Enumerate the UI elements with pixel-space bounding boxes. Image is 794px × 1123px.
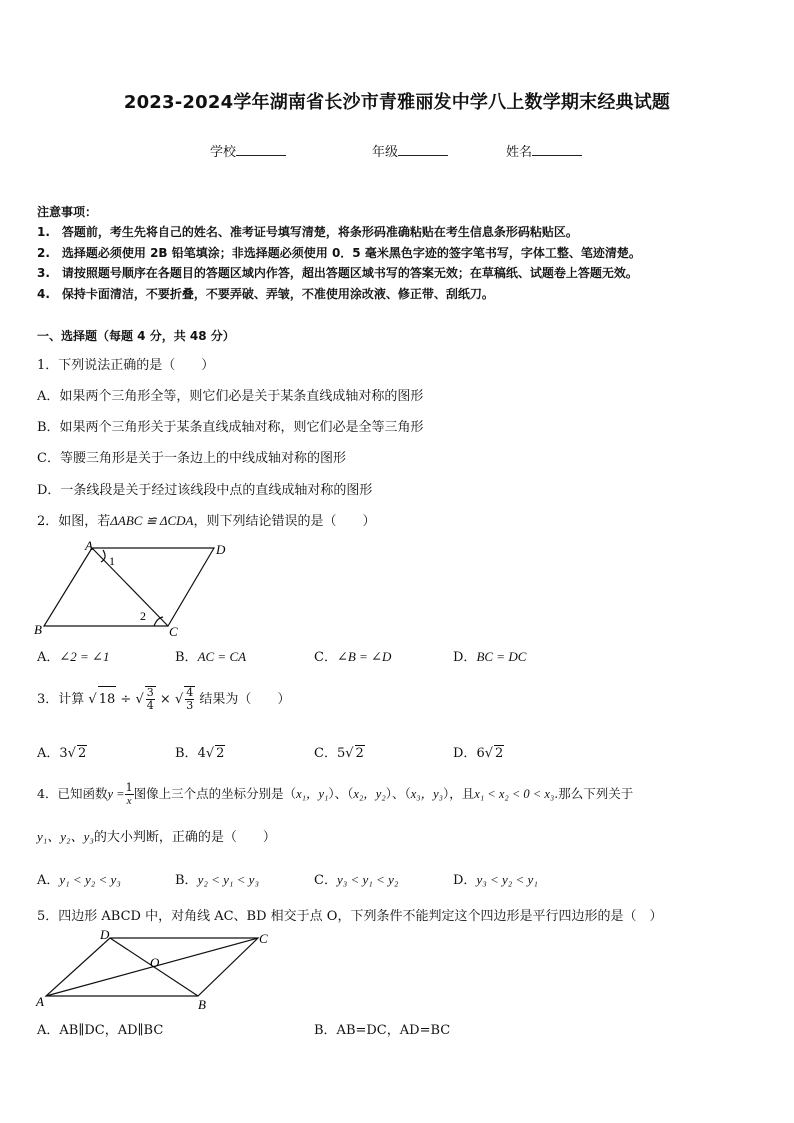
vertex-label-c: C — [169, 624, 178, 639]
option-coef: 6 — [476, 746, 485, 761]
option-letter: D． — [453, 746, 477, 761]
question-1-option-a: A．如果两个三角形全等，则它们必是关于某条直线成轴对称的图形 — [37, 389, 424, 404]
question-4-stem-line2 — [37, 826, 276, 845]
question-5-stem: 5．四边形 ABCD 中，对角线 AC、BD 相交于点 O，下列条件不能判定这个四边形是平行四边形的是（ ） — [37, 909, 663, 924]
divide-sign: ÷ — [120, 692, 132, 707]
question-4-stem — [37, 780, 633, 808]
question-2-congruence: ΔABC ≌ ΔCDA — [110, 513, 194, 528]
question-3-stem-post: 结果为（ ） — [199, 692, 291, 707]
school-blank — [236, 143, 286, 156]
option-coef: 4 — [197, 746, 206, 761]
option-expr: ∠B = ∠D — [336, 649, 392, 664]
question-4-variables: y₁、y₂、y₃ — [37, 829, 94, 844]
grade-field — [372, 141, 448, 160]
option-letter: B． — [175, 746, 198, 761]
question-4-option-b — [175, 869, 259, 888]
option-letter: C． — [314, 650, 337, 665]
option-radicand: 2 — [495, 746, 504, 761]
question-2-stem — [37, 510, 376, 529]
option-letter: A． — [37, 873, 60, 888]
notice-heading: 注意事项： — [37, 205, 98, 219]
question-2-option-c — [314, 646, 391, 665]
angle-2-arc — [154, 617, 163, 626]
notice-item: 4. 保持卡面清洁，不要折叠，不要弄破、弄皱，不准使用涂改液、修正带、刮纸刀。 — [37, 287, 494, 301]
numerator: 4 — [186, 686, 194, 699]
denominator: x — [126, 795, 132, 807]
option-expr: y₁ < y₂ < y₃ — [59, 872, 121, 887]
vertex-label-b: B — [34, 622, 42, 637]
vertex-label-b: B — [198, 997, 206, 1012]
question-3-option-c: C．5√ 2 — [314, 746, 364, 761]
question-5-option-b: B．AB=DC，AD=BC — [314, 1023, 451, 1038]
option-expr: ∠2 = ∠1 — [59, 649, 110, 664]
question-1-option-d: D．一条线段是关于经过该线段中点的直线成轴对称的图形 — [37, 483, 373, 498]
option-radicand: 2 — [216, 746, 225, 761]
vertex-label-d: D — [100, 927, 110, 942]
question-5-option-a: A．AB∥DC，AD∥BC — [37, 1023, 164, 1038]
numerator: 1 — [125, 781, 133, 794]
option-letter: A． — [37, 746, 60, 761]
question-3-option-b: B．4√ 2 — [175, 746, 225, 761]
section-heading: 一、选择题（每题 4 分，共 48 分） — [37, 329, 235, 343]
notice-item: 1. 答题前，考生先将自己的姓名、准考证号填写清楚，将条形码准确粘贴在考生信息条形码粘贴区。 — [37, 225, 578, 239]
point-2: x₂，y₂ — [353, 787, 386, 801]
grade-label: 年级 — [372, 145, 399, 160]
function-lhs: y = — [107, 787, 125, 801]
radicand: 18 — [98, 686, 117, 713]
vertex-label-d: D — [216, 542, 226, 557]
sqrt-frac-3-4: √ $\frac{3}{4}$ — [135, 686, 154, 712]
question-2-stem-pre: 2．如图，若 — [37, 514, 111, 529]
option-radicand: 2 — [355, 746, 364, 761]
vertex-label-c: C — [259, 931, 268, 946]
option-coef: 3 — [59, 746, 68, 761]
angle-1-label: 1 — [109, 554, 115, 568]
option-expr: y₃ < y₁ < y₂ — [336, 872, 399, 887]
notice-item: 2. 选择题必须使用 2B 铅笔填涂；非选择题必须使用 0．5 毫米黑色字迹的签字笔书写，字体工整、笔迹清楚。 — [37, 246, 641, 260]
center-label-o: O — [150, 955, 160, 970]
question-2-option-d — [453, 646, 526, 665]
grade-blank — [398, 143, 448, 156]
question-1-option-b: B．如果两个三角形关于某条直线成轴对称，则它们必是全等三角形 — [37, 420, 424, 435]
option-letter: D． — [453, 650, 477, 665]
denominator: 3 — [186, 699, 194, 712]
option-letter: C． — [314, 746, 337, 761]
notice-item: 3. 请按照题号顺序在各题目的答题区域内作答，超出答题区域书写的答案无效；在草稿纸、试题卷上答题无效。 — [37, 266, 638, 280]
option-radicand: 2 — [77, 746, 87, 761]
question-5-figure — [30, 926, 280, 1016]
question-3-option-a: A．3√ 2 — [37, 746, 87, 761]
name-blank — [532, 143, 582, 156]
sqrt-18: √ 18 — [88, 692, 116, 707]
question-3-stem-pre: 3．计算 — [37, 692, 85, 707]
option-expr: BC = DC — [476, 649, 527, 664]
option-coef: 5 — [336, 746, 346, 761]
numerator: 3 — [146, 686, 154, 699]
question-4-option-d — [453, 869, 538, 888]
question-2-option-b — [175, 646, 246, 665]
question-3-stem — [37, 686, 290, 713]
sqrt-frac-4-3: √ $\frac{4}{3}$ — [174, 686, 194, 712]
question-2-figure — [30, 538, 240, 640]
option-expr: y₂ < y₁ < y₃ — [197, 872, 259, 887]
denominator: 4 — [146, 699, 154, 712]
name-field — [506, 141, 582, 160]
question-2-stem-post: ，则下列结论错误的是（ ） — [193, 514, 376, 529]
question-2-option-a — [37, 646, 109, 665]
question-4-stem-mid: 图像上三个点的坐标分别是（ — [133, 786, 297, 801]
function-fraction — [125, 782, 134, 807]
option-letter: B． — [175, 650, 198, 665]
school-field — [210, 141, 286, 160]
question-4-stem-post: .那么下列关于 — [554, 786, 634, 801]
school-label: 学校 — [210, 145, 237, 160]
question-4-cond-pre: ），且 — [443, 786, 475, 801]
point-3: x₃，y₃ — [410, 787, 443, 801]
option-letter: A． — [37, 650, 60, 665]
angle-2-label: 2 — [140, 609, 146, 623]
option-letter: C． — [314, 873, 337, 888]
separator: ）、（ — [385, 786, 411, 801]
question-4-line2-post: 的大小判断，正确的是（ ） — [93, 830, 276, 845]
vertex-label-a: A — [36, 994, 44, 1009]
question-4-option-a — [37, 869, 121, 888]
parallelogram-abcd — [44, 548, 214, 626]
vertex-label-a: A — [85, 538, 93, 553]
question-1-option-c: C．等腰三角形是关于一条边上的中线成轴对称的图形 — [37, 451, 346, 466]
times-sign: × — [159, 692, 171, 707]
name-label: 姓名 — [506, 145, 533, 160]
question-1-stem: 1．下列说法正确的是（ ） — [37, 358, 215, 373]
option-expr: y₃ < y₂ < y₁ — [476, 872, 538, 887]
option-letter: D． — [453, 873, 477, 888]
page-title: 2023-2024学年湖南省长沙市青雅丽发中学八上数学期末经典试题 — [123, 92, 671, 113]
question-4-stem-pre: 4．已知函数 — [37, 786, 108, 801]
separator: ）、（ — [328, 786, 354, 801]
point-1: x₁，y₁ — [296, 787, 329, 801]
question-4-option-c — [314, 869, 398, 888]
option-expr: AC = CA — [197, 649, 247, 664]
question-3-option-d: D．6√ 2 — [453, 746, 504, 761]
question-4-condition: x₁ < x₂ < 0 < x₃ — [474, 787, 555, 801]
option-letter: B． — [175, 873, 198, 888]
